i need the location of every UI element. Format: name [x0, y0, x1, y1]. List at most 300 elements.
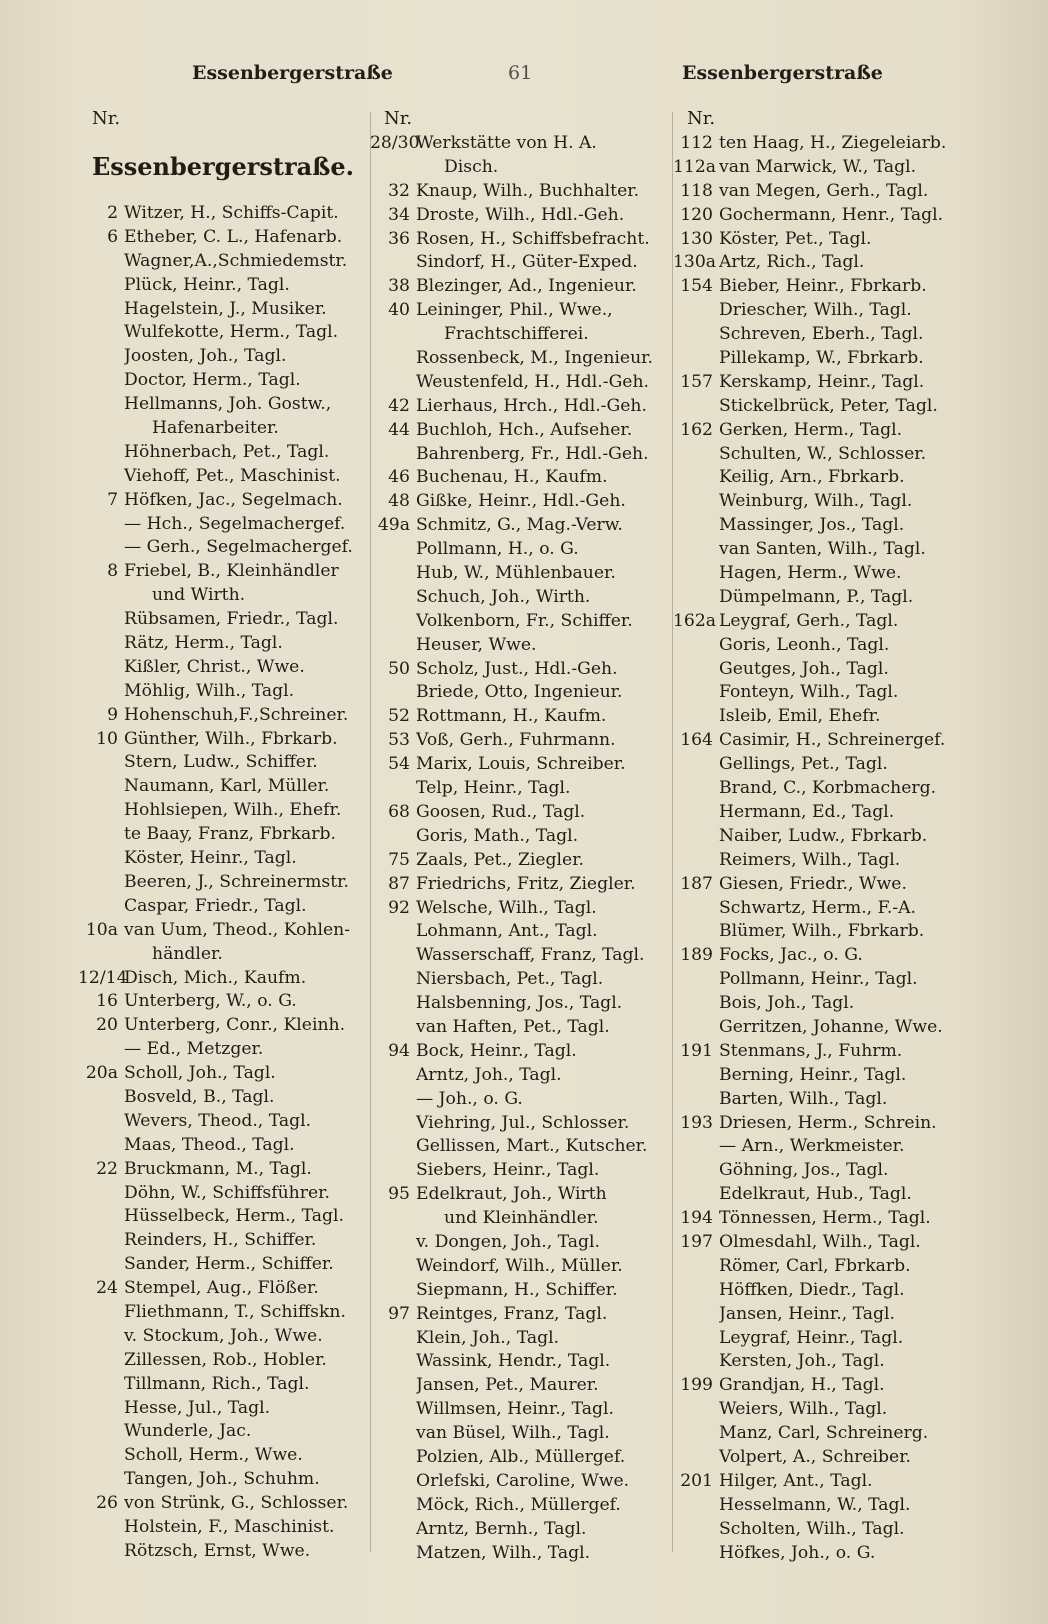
running-header-right: Essenbergerstraße: [682, 62, 883, 84]
list-item: [370, 1470, 670, 1494]
resident-entry: Scholl, Joh., Tagl.: [124, 1063, 276, 1084]
house-number: 20a: [85, 1063, 118, 1084]
house-number: 75: [388, 849, 410, 870]
house-number: 10a: [85, 919, 118, 940]
list-item: [78, 1277, 368, 1301]
house-number: [78, 895, 124, 919]
resident-entry: Niersbach, Pet., Tagl.: [416, 969, 604, 990]
house-number: [370, 634, 416, 658]
list-item: [78, 417, 368, 441]
house-number: 16: [96, 991, 118, 1012]
resident-entry: Briede, Otto, Ingenieur.: [416, 682, 623, 703]
list-item: [370, 825, 670, 849]
resident-entry: Blezinger, Ad., Ingenieur.: [416, 276, 637, 297]
house-number: [673, 562, 719, 586]
house-number: [78, 775, 124, 799]
list-item: [370, 1327, 670, 1351]
street-section-title: Essenbergerstraße.: [91, 152, 355, 181]
resident-entry: Buchenau, H., Kaufm.: [416, 467, 608, 488]
house-number: 193: [680, 1112, 713, 1133]
resident-entry: Fonteyn, Wilh., Tagl.: [719, 682, 899, 703]
house-number: 49a: [377, 515, 410, 536]
resident-entry: Hohlsiepen, Wilh., Ehefr.: [124, 800, 342, 821]
list-item: [370, 992, 670, 1016]
list-item: [370, 323, 670, 347]
resident-entry: Schwartz, Herm., F.-A.: [719, 897, 916, 918]
list-item: [78, 226, 368, 250]
list-item: [78, 1158, 368, 1182]
house-number: 54: [388, 754, 410, 775]
list-item: [78, 680, 368, 704]
resident-entry: Schmitz, G., Mag.-Verw.: [416, 515, 623, 536]
list-item: [370, 299, 670, 323]
house-number: [673, 1159, 719, 1183]
house-number: [78, 536, 124, 560]
resident-entry: Rossenbeck, M., Ingenieur.: [416, 348, 653, 369]
resident-entry: Artz, Rich., Tagl.: [719, 252, 865, 273]
house-number: [370, 156, 416, 180]
resident-entry: Wasserschaff, Franz, Tagl.: [416, 945, 645, 966]
house-number: [673, 801, 719, 825]
house-number: [78, 1229, 124, 1253]
house-number: [78, 1397, 124, 1421]
house-number: [78, 799, 124, 823]
list-item: [78, 608, 368, 632]
house-number: [370, 1231, 416, 1255]
list-item: [370, 777, 670, 801]
resident-entry: Döhn, W., Schiffsführer.: [124, 1182, 330, 1203]
resident-entry: — Hch., Segelmachergef.: [124, 513, 346, 534]
resident-entry: Unterberg, Conr., Kleinh.: [124, 1015, 346, 1036]
house-number: [673, 490, 719, 514]
house-number: 92: [388, 897, 410, 918]
list-item: [673, 1135, 973, 1159]
resident-entry: Edelkraut, Hub., Tagl.: [719, 1184, 912, 1205]
house-number: [673, 299, 719, 323]
resident-entry: Stickelbrück, Peter, Tagl.: [719, 395, 938, 416]
list-item: [370, 1088, 670, 1112]
list-item: [78, 1325, 368, 1349]
house-number: [370, 1542, 416, 1566]
resident-entry: Bieber, Heinr., Fbrkarb.: [719, 276, 927, 297]
resident-entry: Knaup, Wilh., Buchhalter.: [416, 180, 640, 201]
list-item: [78, 393, 368, 417]
column-2: [370, 106, 670, 1565]
house-number: [673, 1422, 719, 1446]
resident-entry: Wagner,A.,Schmiedemstr.: [124, 250, 348, 271]
resident-entry: Hub, W., Mühlenbauer.: [416, 563, 616, 584]
house-number: 7: [107, 489, 118, 510]
house-number: 52: [388, 706, 410, 727]
house-number: [78, 250, 124, 274]
house-number: [78, 441, 124, 465]
resident-entry: Rosen, H., Schiffsbefracht.: [416, 228, 650, 249]
resident-entry: van Uum, Theod., Kohlen-: [124, 919, 351, 940]
house-number: [78, 871, 124, 895]
resident-entry: Barten, Wilh., Tagl.: [719, 1088, 888, 1109]
house-number: 87: [388, 873, 410, 894]
house-number: [673, 443, 719, 467]
house-number: [78, 1205, 124, 1229]
resident-entry: Volkenborn, Fr., Schiffer.: [416, 610, 633, 631]
list-item: [370, 873, 670, 897]
list-item: [78, 536, 368, 560]
list-item: [78, 823, 368, 847]
list-item: [673, 490, 973, 514]
house-number: 120: [680, 204, 713, 225]
resident-entry: Hüsselbeck, Herm., Tagl.: [124, 1206, 344, 1227]
resident-entry: Viehoff, Pet., Maschinist.: [124, 465, 341, 486]
list-item: [370, 849, 670, 873]
house-number: [78, 1110, 124, 1134]
house-number: 44: [388, 419, 410, 440]
resident-entry: Telp, Heinr., Tagl.: [416, 778, 571, 799]
list-item: [370, 228, 670, 252]
resident-entry: Schreven, Eberh., Tagl.: [719, 324, 924, 345]
house-number: [673, 705, 719, 729]
list-item: [78, 1468, 368, 1492]
resident-entry: Lohmann, Ant., Tagl.: [416, 921, 598, 942]
house-number: [673, 1303, 719, 1327]
list-item: [673, 968, 973, 992]
house-number: [673, 1350, 719, 1374]
resident-entry: Jansen, Heinr., Tagl.: [719, 1303, 895, 1324]
house-number: [673, 347, 719, 371]
resident-entry: Stern, Ludw., Schiffer.: [124, 752, 318, 773]
house-number: [673, 658, 719, 682]
list-item: [78, 1038, 368, 1062]
resident-entry: Hesselmann, W., Tagl.: [719, 1494, 911, 1515]
house-number: [673, 1016, 719, 1040]
house-number: [370, 1494, 416, 1518]
list-item: [673, 347, 973, 371]
house-number: [673, 1135, 719, 1159]
house-number: [78, 1134, 124, 1158]
list-item: [370, 419, 670, 443]
house-number: 95: [388, 1184, 410, 1205]
house-number: [370, 347, 416, 371]
list-item: [370, 634, 670, 658]
list-item: [78, 1444, 368, 1468]
list-item: [370, 204, 670, 228]
resident-entry: Gerritzen, Johanne, Wwe.: [719, 1016, 943, 1037]
resident-entry: Scholz, Just., Hdl.-Geh.: [416, 658, 618, 679]
house-number: [370, 1255, 416, 1279]
resident-entry: van Marwick, W., Tagl.: [719, 156, 917, 177]
list-item: [673, 1494, 973, 1518]
resident-entry: Isleib, Emil, Ehefr.: [719, 706, 881, 727]
list-item: [673, 1374, 973, 1398]
resident-entry: Goris, Math., Tagl.: [416, 825, 579, 846]
resident-entry: Weindorf, Wilh., Müller.: [416, 1255, 623, 1276]
resident-entry: Driesen, Herm., Schrein.: [719, 1112, 937, 1133]
resident-entry: Schuch, Joh., Wirth.: [416, 586, 591, 607]
house-number: [370, 1350, 416, 1374]
list-item: [78, 943, 368, 967]
resident-entry: Höfken, Jac., Segelmach.: [124, 489, 343, 510]
resident-entry: Jansen, Pet., Maurer.: [416, 1375, 599, 1396]
house-number: [673, 1398, 719, 1422]
list-item: [78, 751, 368, 775]
house-number: [370, 371, 416, 395]
resident-entry: Göhning, Jos., Tagl.: [719, 1160, 889, 1181]
resident-entry: Köster, Heinr., Tagl.: [124, 848, 297, 869]
resident-entry: Joosten, Joh., Tagl.: [124, 346, 287, 367]
list-item: [78, 298, 368, 322]
resident-entry: Hafenarbeiter.: [152, 418, 279, 439]
list-item: [673, 1255, 973, 1279]
list-item: [370, 275, 670, 299]
house-number: [370, 562, 416, 586]
list-item: [673, 1088, 973, 1112]
house-number: [78, 1301, 124, 1325]
house-number: [78, 1373, 124, 1397]
resident-entry: Sander, Herm., Schiffer.: [124, 1254, 334, 1275]
house-number: [78, 1182, 124, 1206]
resident-entry: Manz, Carl, Schreinerg.: [719, 1423, 929, 1444]
house-number: [78, 656, 124, 680]
house-number: 154: [680, 276, 713, 297]
list-item: [370, 347, 670, 371]
list-item: [370, 251, 670, 275]
list-item: [78, 1086, 368, 1110]
house-number: [370, 1159, 416, 1183]
house-number: [370, 968, 416, 992]
house-number: 40: [388, 300, 410, 321]
resident-entry: Gerken, Herm., Tagl.: [719, 419, 903, 440]
resident-entry: Zaals, Pet., Ziegler.: [416, 849, 585, 870]
house-number: 20: [96, 1015, 118, 1036]
house-number: [673, 323, 719, 347]
list-item: [370, 1542, 670, 1566]
house-number: 2: [107, 203, 118, 223]
list-item: [370, 132, 670, 156]
list-item: [370, 1016, 670, 1040]
list-item: [78, 202, 368, 226]
resident-entry: Günther, Wilh., Fbrkarb.: [124, 728, 338, 749]
list-item: [673, 1279, 973, 1303]
house-number: [673, 395, 719, 419]
house-number: [78, 465, 124, 489]
resident-entry: van Megen, Gerh., Tagl.: [719, 180, 929, 201]
house-number: [370, 610, 416, 634]
house-number: [78, 847, 124, 871]
house-number: [673, 753, 719, 777]
house-number: 162: [680, 419, 713, 440]
house-number: [370, 586, 416, 610]
list-item: [673, 1422, 973, 1446]
entry-list: [673, 132, 973, 1565]
resident-entry: Möhlig, Wilh., Tagl.: [124, 680, 295, 701]
house-number: [370, 1064, 416, 1088]
list-item: [370, 443, 670, 467]
list-item: [673, 419, 973, 443]
list-item: [673, 1303, 973, 1327]
list-item: [673, 299, 973, 323]
list-item: [673, 180, 973, 204]
resident-entry: Etheber, C. L., Hafenarb.: [124, 226, 343, 247]
list-item: [673, 920, 973, 944]
house-number: [673, 586, 719, 610]
list-item: [673, 1350, 973, 1374]
list-item: [78, 1205, 368, 1229]
house-number: [370, 443, 416, 467]
house-number: [78, 274, 124, 298]
house-number: [78, 417, 124, 441]
list-item: [673, 1064, 973, 1088]
house-number: [78, 1444, 124, 1468]
resident-entry: te Baay, Franz, Fbrkarb.: [124, 824, 336, 845]
resident-entry: Caspar, Friedr., Tagl.: [124, 895, 307, 916]
house-number: 189: [680, 945, 713, 966]
house-number: [78, 345, 124, 369]
resident-entry: Scholl, Herm., Wwe.: [124, 1445, 303, 1466]
list-item: [78, 1182, 368, 1206]
resident-entry: Wassink, Hendr., Tagl.: [416, 1351, 611, 1372]
house-number: [673, 992, 719, 1016]
list-item: [673, 204, 973, 228]
resident-entry: Volpert, A., Schreiber.: [719, 1446, 912, 1467]
list-item: [370, 610, 670, 634]
house-number: [78, 608, 124, 632]
house-number: 50: [388, 658, 410, 679]
resident-entry: Köster, Pet., Tagl.: [719, 228, 872, 249]
house-number: [673, 514, 719, 538]
list-item: [78, 1420, 368, 1444]
house-number: [370, 920, 416, 944]
resident-entry: Goosen, Rud., Tagl.: [416, 801, 586, 822]
list-item: [370, 514, 670, 538]
resident-entry: Friedrichs, Fritz, Ziegler.: [416, 873, 636, 894]
house-number: 162a: [673, 610, 717, 631]
house-number: [673, 849, 719, 873]
list-item: [370, 466, 670, 490]
house-number: [78, 584, 124, 608]
resident-entry: Orlefski, Caroline, Wwe.: [416, 1470, 630, 1491]
house-number: [78, 680, 124, 704]
list-item: [673, 1016, 973, 1040]
list-item: [673, 729, 973, 753]
house-number: [370, 1327, 416, 1351]
resident-entry: Heuser, Wwe.: [416, 634, 537, 655]
house-number: 187: [680, 873, 713, 894]
house-number: 6: [107, 226, 118, 247]
resident-entry: Sindorf, H., Güter-Exped.: [416, 252, 638, 273]
resident-entry: Hagelstein, J., Musiker.: [124, 298, 327, 319]
entry-list: [78, 202, 368, 1564]
house-number: [78, 1086, 124, 1110]
running-header-left: Essenbergerstraße: [192, 62, 393, 84]
list-item: [78, 513, 368, 537]
house-number: [673, 1327, 719, 1351]
list-item: [370, 897, 670, 921]
resident-entry: van Büsel, Wilh., Tagl.: [416, 1423, 610, 1444]
house-number: 97: [388, 1303, 410, 1324]
resident-entry: Grandjan, H., Tagl.: [719, 1375, 885, 1396]
list-item: [673, 228, 973, 252]
house-number: 26: [96, 1493, 118, 1514]
resident-entry: Bruckmann, M., Tagl.: [124, 1158, 312, 1179]
resident-entry: Hagen, Herm., Wwe.: [719, 563, 902, 584]
resident-entry: Geutges, Joh., Tagl.: [719, 658, 889, 679]
house-number: 53: [388, 730, 410, 751]
house-number: [78, 321, 124, 345]
list-item: [78, 465, 368, 489]
house-number: [78, 298, 124, 322]
house-number: [78, 1325, 124, 1349]
list-item: [78, 345, 368, 369]
list-item: [78, 1110, 368, 1134]
list-item: [370, 562, 670, 586]
list-item: [673, 944, 973, 968]
list-item: [370, 1374, 670, 1398]
number-heading: Nr.: [92, 108, 121, 129]
list-item: [370, 490, 670, 514]
list-item: [370, 1112, 670, 1136]
house-number: [370, 681, 416, 705]
list-item: [673, 562, 973, 586]
list-item: [673, 897, 973, 921]
house-number: [673, 1518, 719, 1542]
list-item: [370, 729, 670, 753]
list-item: [673, 1112, 973, 1136]
house-number: [673, 1446, 719, 1470]
list-item: [370, 586, 670, 610]
list-item: [673, 586, 973, 610]
column-1: [78, 106, 368, 1564]
list-item: [78, 1397, 368, 1421]
resident-entry: Maas, Theod., Tagl.: [124, 1134, 295, 1155]
resident-entry: Weustenfeld, H., Hdl.-Geh.: [416, 371, 650, 392]
resident-entry: Edelkraut, Joh., Wirth: [416, 1184, 607, 1205]
house-number: 164: [680, 730, 713, 751]
resident-entry: Tillmann, Rich., Tagl.: [124, 1373, 310, 1394]
house-number: [673, 681, 719, 705]
list-item: [370, 371, 670, 395]
list-item: [370, 1231, 670, 1255]
list-item: [78, 847, 368, 871]
house-number: 12/14: [78, 967, 128, 988]
resident-entry: Massinger, Jos., Tagl.: [719, 515, 905, 536]
list-item: [370, 681, 670, 705]
list-item: [370, 801, 670, 825]
list-item: [370, 753, 670, 777]
list-item: [78, 1540, 368, 1564]
resident-entry: Stenmans, J., Fuhrm.: [719, 1040, 903, 1061]
list-item: [673, 634, 973, 658]
resident-entry: Naiber, Ludw., Fbrkarb.: [719, 825, 928, 846]
resident-entry: Doctor, Herm., Tagl.: [124, 370, 301, 391]
resident-entry: von Strünk, G., Schlosser.: [124, 1493, 349, 1514]
list-item: [673, 323, 973, 347]
list-item: [370, 1040, 670, 1064]
list-item: [673, 705, 973, 729]
resident-entry: Marix, Louis, Schreiber.: [416, 754, 626, 775]
resident-entry: — Ed., Metzger.: [124, 1039, 264, 1060]
list-item: [370, 920, 670, 944]
resident-entry: Frachtschifferei.: [444, 324, 589, 345]
list-item: [370, 944, 670, 968]
number-heading: Nr.: [687, 108, 716, 129]
resident-entry: Gellings, Pet., Tagl.: [719, 754, 888, 775]
list-item: [78, 321, 368, 345]
house-number: [370, 1279, 416, 1303]
resident-entry: Pollmann, Heinr., Tagl.: [719, 969, 918, 990]
list-item: [78, 1349, 368, 1373]
resident-entry: Reintges, Franz, Tagl.: [416, 1303, 608, 1324]
list-item: [78, 704, 368, 728]
house-number: 130: [680, 228, 713, 249]
